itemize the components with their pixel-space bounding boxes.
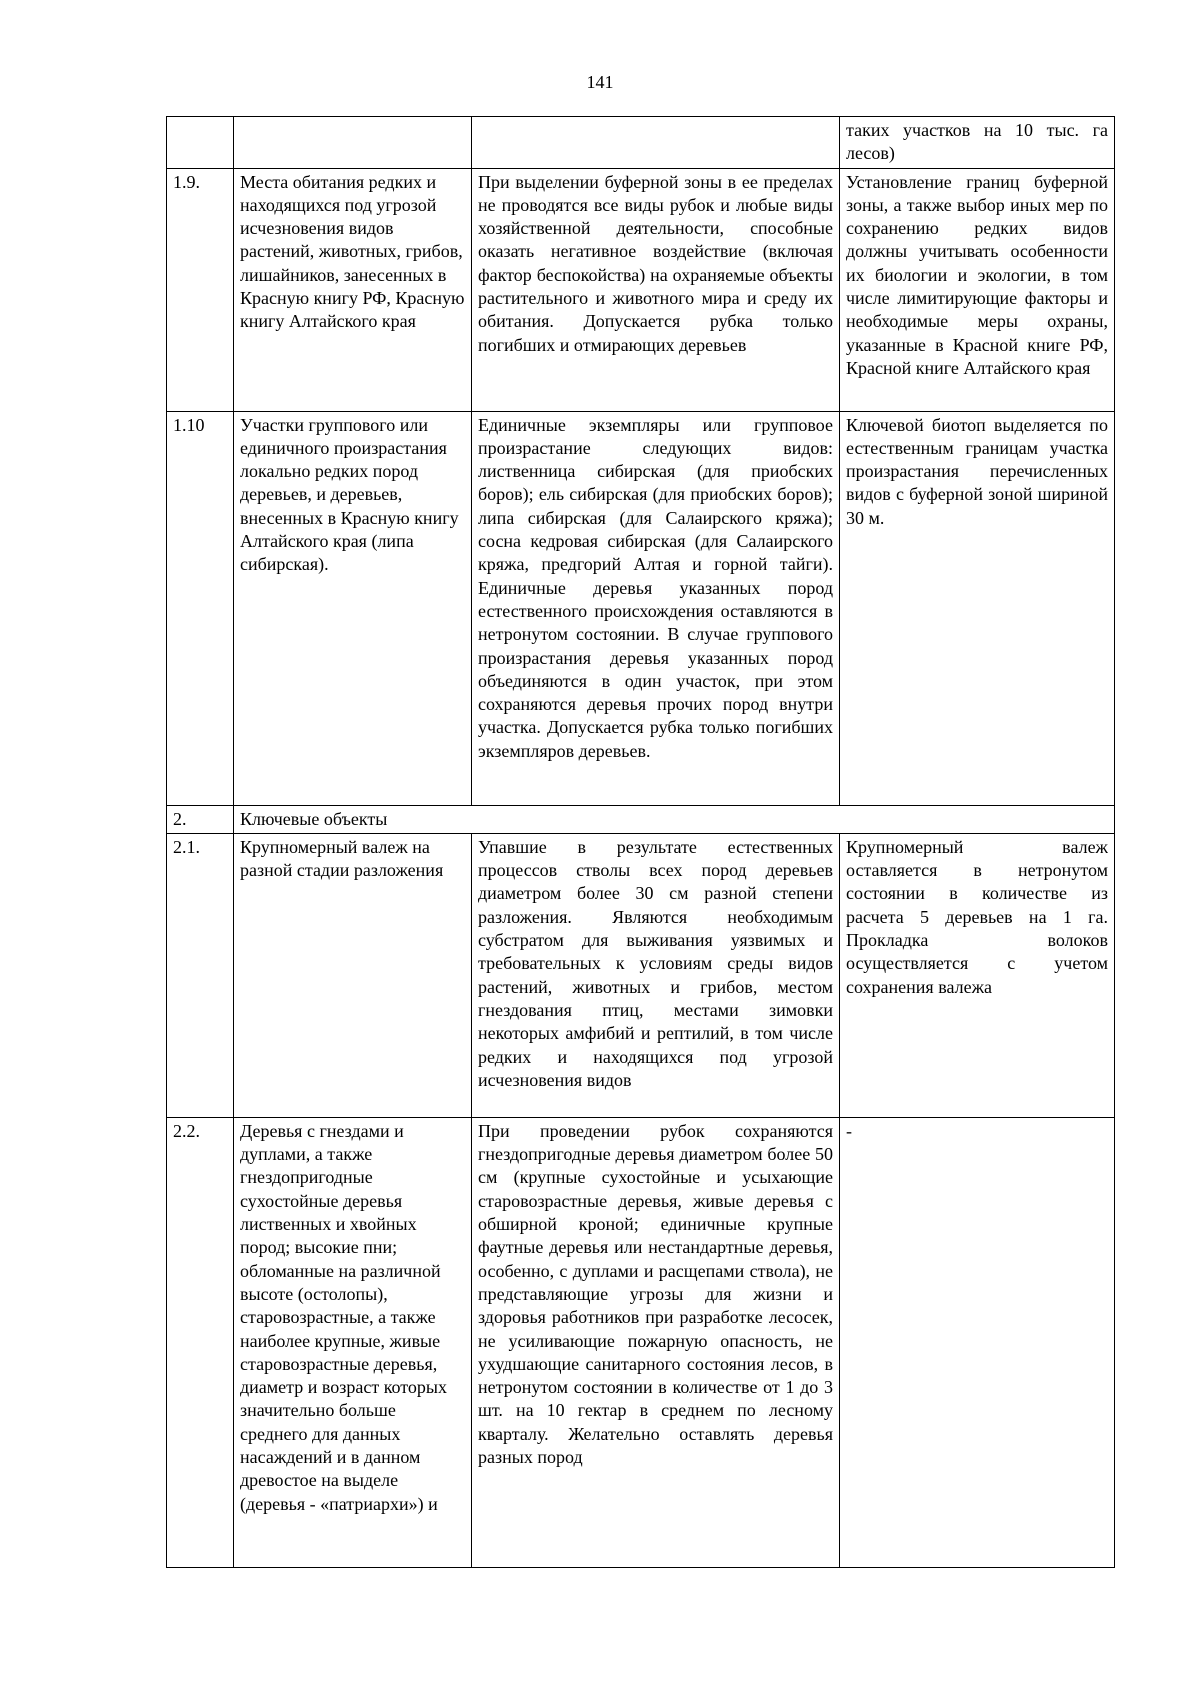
notes: Крупномерный валеж оставляется в нетронутом состоянии в количестве из расчета 5 деревьев на 1 га. Прокладка волоков осуществляется с учетом сохранения валежа xyxy=(840,833,1115,1117)
object-name: Участки группового или единичного произрастания локально редких пород деревьев, и деревьев, внесенных в Красную книгу Алтайского края (липа сибирская). xyxy=(234,411,472,805)
row-number: 2.1. xyxy=(167,833,234,1117)
protection-measures: Упавшие в результате естественных процессов стволы всех пород деревьев диаметром более 30 см разной степени разложения. Являются необходимым субстратом для выживания уязвимых и требовательных к условиям среды видов растений, животных и грибов, местом гнездования птиц, местами зимовки некоторых амфибий и рептилий, в том числе редких и находящихся под угрозой исчезновения видов xyxy=(472,833,840,1117)
object-name: Места обитания редких и находящихся под угрозой исчезновения видов растений, животных, грибов, лишайников, занесенных в Красную книгу РФ, Красную книгу Алтайского края xyxy=(234,168,472,411)
protection-measures: Единичные экземпляры или групповое произрастание следующих видов: лиственница сибирская (для приобских боров); ель сибирская (для приобских боров); липа сибирская (для Салаирского кряжа); сосна кедровая сибирская (для Салаирского кряжа, предгорий Алтая и горной тайги). Единичные деревья указанных пород естественного происхождения оставляются в нетронутом состоянии. В случае группового произрастания деревья указанных пород объединяются в один участок, при этом сохраняются деревья прочих пород внутри участка. Допускается рубка только погибших экземпляров деревьев. xyxy=(472,411,840,805)
notes: - xyxy=(840,1117,1115,1567)
object-name: Деревья с гнездами и дуплами, а также гнездопригодные сухостойные деревья лиственных и хвойных пород; высокие пни; обломанные на различной высоте (остолопы), старовозрастные, а также наиболее крупные, живые старовозрастные деревья, диаметр и возраст которых значительно больше среднего для данных насаждений и в данном древостое на выделе (деревья - «патриархи») и xyxy=(234,1117,472,1567)
notes: Ключевой биотоп выделяется по естественным границам участка произрастания перечисленных видов с буферной зоной шириной 30 м. xyxy=(840,411,1115,805)
table-row xyxy=(167,117,1115,169)
protection-measures xyxy=(472,117,840,169)
content-table xyxy=(166,116,1115,1568)
table-row xyxy=(167,833,1115,1117)
page-number: 141 xyxy=(586,72,614,92)
table-row xyxy=(167,168,1115,411)
row-number: 2.2. xyxy=(167,1117,234,1567)
row-number: 1.9. xyxy=(167,168,234,411)
section-title: Ключевые объекты xyxy=(234,805,1115,833)
table-row xyxy=(167,1117,1115,1567)
protection-measures: При выделении буферной зоны в ее пределах не проводятся все виды рубок и любые виды хозяйственной деятельности, способные оказать негативное воздействие (включая фактор беспокойства) на охраняемые объекты растительного и животного мира и среду их обитания. Допускается рубка только погибших и отмирающих деревьев xyxy=(472,168,840,411)
notes: Установление границ буферной зоны, а также выбор иных мер по сохранению редких видов должны учитывать особенности их биологии и экологии, в том числе лимитирующие факторы и необходимые меры охраны, указанные в Красной книге РФ, Красной книге Алтайского края xyxy=(840,168,1115,411)
object-name xyxy=(234,117,472,169)
table-row xyxy=(167,411,1115,805)
row-number: 1.10 xyxy=(167,411,234,805)
notes: таких участков на 10 тыс. га лесов) xyxy=(840,117,1115,169)
object-name: Крупномерный валеж на разной стадии разложения xyxy=(234,833,472,1117)
row-number xyxy=(167,117,234,169)
section-row xyxy=(167,805,1115,833)
protection-measures: При проведении рубок сохраняются гнездопригодные деревья диаметром более 50 см (крупные сухостойные и усыхающие старовозрастные деревья, живые деревья с обширной кроной; единичные крупные фаутные деревья или нестандартные деревья, особенно, с дуплами и расщепами ствола), не представляющие угрозы для жизни и здоровья работников при разработке лесосек, не усиливающие пожарную опасность, не ухудшающие санитарного состояния лесов, в нетронутом состоянии в количестве от 1 до 3 шт. на 10 гектар в среднем по лесному кварталу. Желательно оставлять деревья разных пород xyxy=(472,1117,840,1567)
section-number: 2. xyxy=(167,805,234,833)
